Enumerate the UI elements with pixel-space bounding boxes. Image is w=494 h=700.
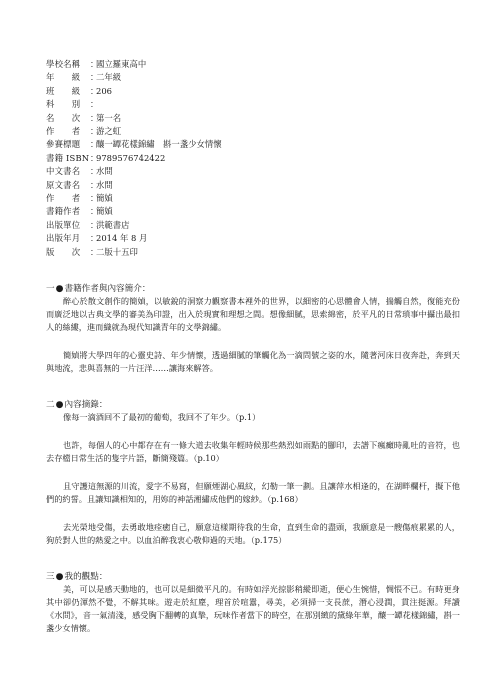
meta-row	[46, 98, 460, 111]
meta-colon: ：	[90, 233, 99, 244]
meta-row	[46, 246, 460, 259]
meta-colon: ：	[90, 139, 99, 150]
meta-colon: ：	[90, 193, 99, 204]
meta-colon: ：	[90, 72, 99, 83]
meta-row	[46, 125, 460, 138]
meta-label: 出版單位	[46, 219, 81, 230]
meta-value: 206	[96, 85, 112, 96]
meta-label: 出版年月	[46, 233, 81, 244]
excerpt-quote: 去光榮地受傷，去勇敢地痊癒自己，願意這樣期待我的生命，直到生命的盡頭，我願意是一艘傷痕累累的人，狗於對人世的熱愛之中。以血泊醉我衷心敬仰過的天地。（p.175）	[46, 522, 460, 546]
meta-value: 釀一罈花樣錦繡 斟一盞少女情懷	[96, 139, 222, 150]
meta-colon: ：	[90, 152, 99, 163]
meta-value: 洪範書店	[96, 219, 130, 230]
meta-colon: ：	[90, 99, 99, 110]
section-number: 一	[46, 284, 55, 295]
meta-colon: ：	[90, 206, 99, 217]
meta-row	[46, 58, 460, 71]
book-info-block	[46, 58, 460, 259]
meta-label: 年 級	[46, 72, 81, 83]
excerpt-quote: 像每一滴酒回不了最初的葡萄，我回不了年少。（p.1）	[63, 412, 261, 423]
meta-label: 中文書名	[46, 166, 81, 177]
document-page	[46, 58, 460, 635]
paragraph: 醉心於散文創作的簡媜，以敏銳的洞察力觀察書本裡外的世界，以細密的心思體會人情，揣觸自然，復能充份而廣泛地以古典文學的審美為印證，出入於現實和理想之間。想像細膩，思索綿密，於平凡的日常瑣事中攝出最扣人的絲縷，進而織就為現代知識青年的文學錦繡。	[46, 296, 460, 333]
meta-row	[46, 138, 460, 151]
meta-row	[46, 205, 460, 218]
section-title: 書籍作者與內容簡介：	[64, 284, 151, 295]
section-author-intro	[46, 283, 460, 375]
section-heading	[46, 399, 460, 411]
meta-colon: ：	[90, 179, 99, 190]
section-excerpts	[46, 399, 460, 547]
section-heading	[46, 571, 460, 583]
meta-label: 原文書名	[46, 179, 81, 190]
meta-value: 二版十五印	[96, 246, 138, 257]
meta-row	[46, 232, 460, 245]
meta-label: 班 級	[46, 85, 81, 96]
meta-row	[46, 179, 460, 192]
meta-label: 書籍 ISBN	[46, 152, 90, 163]
section-title: 我的觀點：	[64, 572, 108, 583]
meta-label: 參賽標題	[46, 139, 81, 150]
meta-value: 國立羅東高中	[96, 59, 147, 69]
excerpt-quote: 且守護這無源的川流，愛字不易寫，但願煙湖心風紋，幻勒一筆一劃。且讓萍水相逢的，在湖畔欄杆，擬下他們的約誓。且讓知識相知的，用妳的神話湘繡成他們的嫁紗。（p.168）	[46, 481, 460, 505]
paragraph: 美，可以是感天動地的，也可以是細微平凡的。有時如浮光掠影稍縱即逝，便心生惋惜，惆悵不已。有時更身其中卻仍渾然不覺，不解其味。遊走於紅塵，理首於喧囂，尋美，必須掃一支長蔗，潛心浸潤，貫注挺源。拜讀《水問》，音一氣清淺，感受胸下翻轉的真摯，玩味作者當下的時空，在那別緻的黛綠年華，釀一罈花樣錦繡，斟一盞少女情懷。	[46, 584, 460, 634]
meta-row	[46, 71, 460, 84]
excerpt-quote: 也許，每個人的心中都存在有一條大道去收集年輕時候那些熱烈如雨點的腳印，去譜下瘋癲時亂吐的音符，也去存檔日常生活的隻字片語，斷簡殘篇。（p.10）	[46, 440, 460, 464]
meta-value: 第一名	[96, 112, 122, 123]
section-number: 二	[46, 400, 55, 411]
meta-colon: ：	[90, 246, 99, 257]
meta-row	[46, 192, 460, 205]
meta-row	[46, 85, 460, 98]
meta-value: 簡媜	[96, 206, 113, 217]
meta-row	[46, 152, 460, 165]
meta-label: 作 者	[46, 126, 81, 137]
meta-value: 水問	[96, 166, 113, 177]
section-title: 內容摘錄：	[64, 400, 108, 411]
meta-value: 游之虹	[96, 126, 122, 137]
meta-colon: ：	[90, 166, 99, 177]
bullet-icon: ●	[55, 400, 64, 411]
meta-value	[96, 98, 460, 111]
meta-colon: ：	[90, 112, 99, 123]
bullet-icon: ●	[55, 284, 64, 295]
meta-value: 水問	[96, 179, 113, 190]
section-my-view	[46, 571, 460, 635]
meta-value: 9789576742422	[96, 152, 166, 163]
section-heading	[46, 283, 460, 295]
meta-colon: ：	[90, 219, 99, 230]
meta-label: 作 者	[46, 193, 81, 204]
meta-colon: ：	[90, 59, 99, 69]
meta-label: 學校名稱	[46, 59, 81, 69]
meta-colon: ：	[90, 126, 99, 137]
meta-value: 簡媜	[96, 193, 113, 204]
bullet-icon: ●	[55, 572, 64, 583]
meta-row	[46, 219, 460, 232]
meta-label: 書籍作者	[46, 206, 81, 217]
meta-value: 二年級	[96, 72, 122, 83]
meta-row	[46, 112, 460, 125]
meta-row	[46, 165, 460, 178]
meta-label: 名 次	[46, 112, 81, 123]
meta-label: 版 次	[46, 246, 81, 257]
meta-colon: ：	[90, 85, 99, 96]
meta-value: 2014 年 8 月	[96, 233, 148, 244]
meta-label: 科 別	[46, 99, 81, 110]
section-number: 三	[46, 572, 55, 583]
paragraph: 簡媜將大學四年的心靈史詩、年少情懷，透過細膩的筆觸化為一滴問號之姿的水，隨著河床日夜奔赴，奔到天與地流，悲與喜無的一片汪洋……讓海來解答。	[46, 350, 460, 374]
